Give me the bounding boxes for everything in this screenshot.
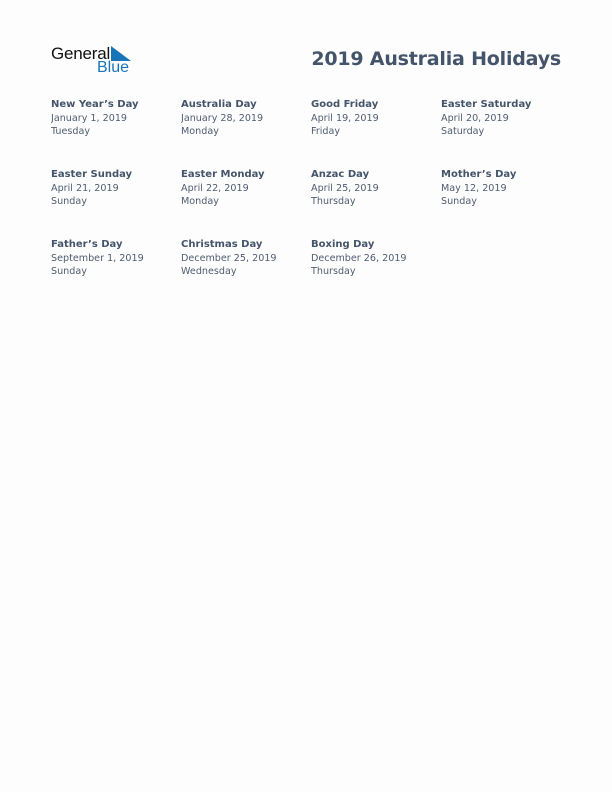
- holiday-date: April 25, 2019: [311, 182, 379, 194]
- holiday-item: [181, 98, 311, 168]
- holiday-name: Mother’s Day: [441, 169, 517, 180]
- holiday-date: December 25, 2019: [181, 252, 277, 264]
- holiday-grid: [51, 98, 571, 308]
- holiday-date: April 20, 2019: [441, 112, 509, 124]
- holiday-weekday: Monday: [181, 196, 219, 208]
- page-title: 2019 Australia Holidays: [311, 48, 561, 70]
- holiday-name: Easter Sunday: [51, 169, 133, 180]
- holiday-item: [311, 238, 441, 308]
- holiday-date: April 22, 2019: [181, 182, 249, 194]
- logo-text-general: General: [51, 44, 111, 63]
- holiday-weekday: Friday: [311, 126, 341, 138]
- holiday-name: Father’s Day: [51, 239, 123, 250]
- holiday-item: [181, 238, 311, 308]
- holiday-item: [51, 98, 181, 168]
- holiday-weekday: Thursday: [311, 266, 356, 278]
- holiday-name: Boxing Day: [311, 239, 375, 250]
- holiday-item: [441, 98, 571, 168]
- generalblue-logo: [51, 44, 135, 78]
- holiday-weekday: Tuesday: [51, 126, 91, 138]
- holiday-name: Christmas Day: [181, 239, 263, 250]
- holiday-weekday: Sunday: [51, 196, 87, 208]
- holiday-name: New Year’s Day: [51, 99, 139, 110]
- holiday-item: [51, 168, 181, 238]
- holiday-item: [311, 98, 441, 168]
- holiday-weekday: Saturday: [441, 126, 485, 138]
- holiday-name: Anzac Day: [311, 169, 370, 180]
- holiday-weekday: Wednesday: [181, 266, 237, 278]
- holiday-date: April 19, 2019: [311, 112, 379, 124]
- holiday-item: [51, 238, 181, 308]
- holiday-weekday: Thursday: [311, 196, 356, 208]
- logo-text-blue: Blue: [97, 59, 130, 76]
- holiday-date: September 1, 2019: [51, 252, 144, 264]
- holiday-item: [181, 168, 311, 238]
- holiday-date: May 12, 2019: [441, 182, 507, 194]
- holiday-date: January 28, 2019: [181, 112, 264, 124]
- holiday-date: January 1, 2019: [51, 112, 128, 124]
- holiday-weekday: Sunday: [441, 196, 477, 208]
- holiday-date: December 26, 2019: [311, 252, 407, 264]
- holiday-date: April 21, 2019: [51, 182, 119, 194]
- holiday-name: Good Friday: [311, 99, 379, 110]
- holiday-item: [311, 168, 441, 238]
- holiday-name: Australia Day: [181, 99, 257, 110]
- holiday-weekday: Sunday: [51, 266, 87, 278]
- holiday-weekday: Monday: [181, 126, 219, 138]
- holiday-name: Easter Saturday: [441, 99, 532, 110]
- holiday-item: [441, 168, 571, 238]
- holiday-name: Easter Monday: [181, 169, 265, 180]
